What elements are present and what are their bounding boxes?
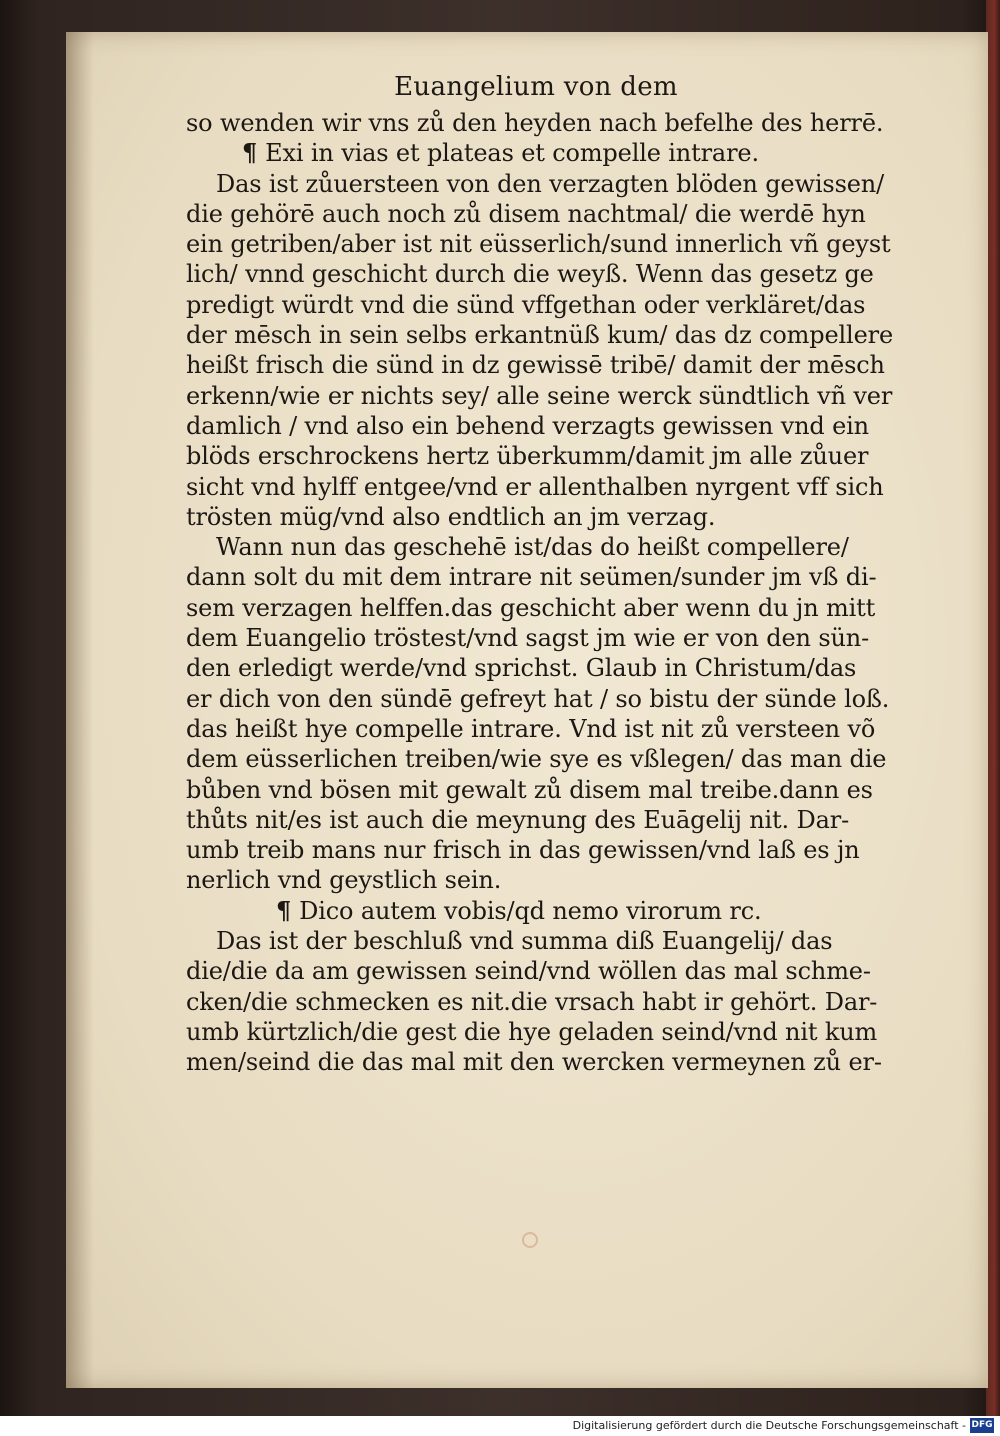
- text-line: predigt würdt vnd die sünd vffgethan oder verkläret/das: [186, 290, 866, 319]
- page-text: [186, 66, 893, 1078]
- text-line: men/seind die das mal mit den wercken vermeynen zů er-: [186, 1048, 882, 1077]
- text-line: der mēsch in sein selbs erkantnüß kum/ das dz compellere: [186, 321, 893, 350]
- text-line: dem Euangelio tröstest/vnd sagst jm wie er von den sün-: [186, 624, 870, 653]
- book-cover-edge: [986, 0, 1000, 1416]
- text-line: so wenden wir vns zů den heyden nach befelhe des herrē.: [186, 109, 884, 137]
- text-line: die gehörē auch noch zů disem nachtmal/ die werdē hyn: [186, 199, 866, 228]
- gutter-shadow: [66, 32, 94, 1388]
- text-line: erkenn/wie er nichts sey/ alle seine werck sündtlich vñ ver: [186, 381, 893, 410]
- text-line: umb treib mans nur frisch in das gewissen/vnd laß es jn: [186, 836, 860, 865]
- text-line: Das ist der beschluß vnd summa diß Euangelij/ das: [216, 927, 833, 956]
- text-line: blöds erschrockens hertz überkumm/damit jm alle zůuer: [186, 442, 869, 471]
- text-line: die/die da am gewissen seind/vnd wöllen das mal schme-: [186, 957, 871, 986]
- text-line: thůts nit/es ist auch die meynung des Euāgelij nit. Dar-: [186, 805, 850, 834]
- text-line: ein getriben/aber ist nit eüsserlich/sund innerlich vñ geyst: [186, 230, 891, 259]
- text-line: damlich / vnd also ein behend verzagts gewissen vnd ein: [186, 411, 869, 440]
- text-line: cken/die schmecken es nit.die vrsach habt ir gehört. Dar-: [186, 987, 878, 1016]
- library-stamp-mark: [522, 1232, 538, 1248]
- text-line: bůben vnd bösen mit gewalt zů disem mal treibe.dann es: [186, 775, 873, 804]
- text-line: er dich von den sündē gefreyt hat / so bistu der sünde loß.: [186, 684, 890, 713]
- text-line: [186, 896, 886, 926]
- text-line-content: Exi in vias et plateas et compelle intrare.: [265, 139, 759, 168]
- pilcrow-icon: ¶: [276, 895, 292, 925]
- text-line: Das ist zůuersteen von den verzagten blöden gewissen/: [216, 169, 885, 198]
- dfg-logo: DFG: [970, 1418, 994, 1433]
- footer-credit: Digitalisierung gefördert durch die Deutsche Forschungsgemeinschaft -: [572, 1419, 966, 1432]
- text-line: dann solt du mit dem intrare nit seümen/sunder jm vß di-: [186, 563, 877, 592]
- text-line: den erledigt werde/vnd sprichst. Glaub in Christum/das: [186, 654, 857, 683]
- text-line: umb kürtzlich/die gest die hye geladen seind/vnd nit kum: [186, 1017, 878, 1046]
- text-line: sicht vnd hylff entgee/vnd er allenthalben nyrgent vff sich: [186, 472, 884, 501]
- text-line: heißt frisch die sünd in dz gewissē tribē/ damit der mēsch: [186, 351, 885, 380]
- text-line-content: Dico autem vobis/qd nemo virorum rc.: [299, 896, 762, 925]
- text-line: trösten müg/vnd also endtlich an jm verzag.: [186, 502, 716, 531]
- text-line: [186, 138, 886, 168]
- pilcrow-icon: ¶: [242, 138, 258, 168]
- text-line: das heißt hye compelle intrare. Vnd ist nit zů versteen võ: [186, 714, 876, 743]
- running-head: Euangelium von dem: [394, 72, 678, 102]
- text-line: sem verzagen helffen.das geschicht aber wenn du jn mitt: [186, 593, 876, 622]
- text-line: nerlich vnd geystlich sein.: [186, 866, 502, 895]
- text-line: dem eüsserlichen treiben/wie sye es vßlegen/ das man die: [186, 745, 887, 774]
- text-line: Wann nun das geschehē ist/das do heißt compellere/: [216, 533, 849, 562]
- text-line: lich/ vnnd geschicht durch die weyß. Wenn das gesetz ge: [186, 260, 874, 289]
